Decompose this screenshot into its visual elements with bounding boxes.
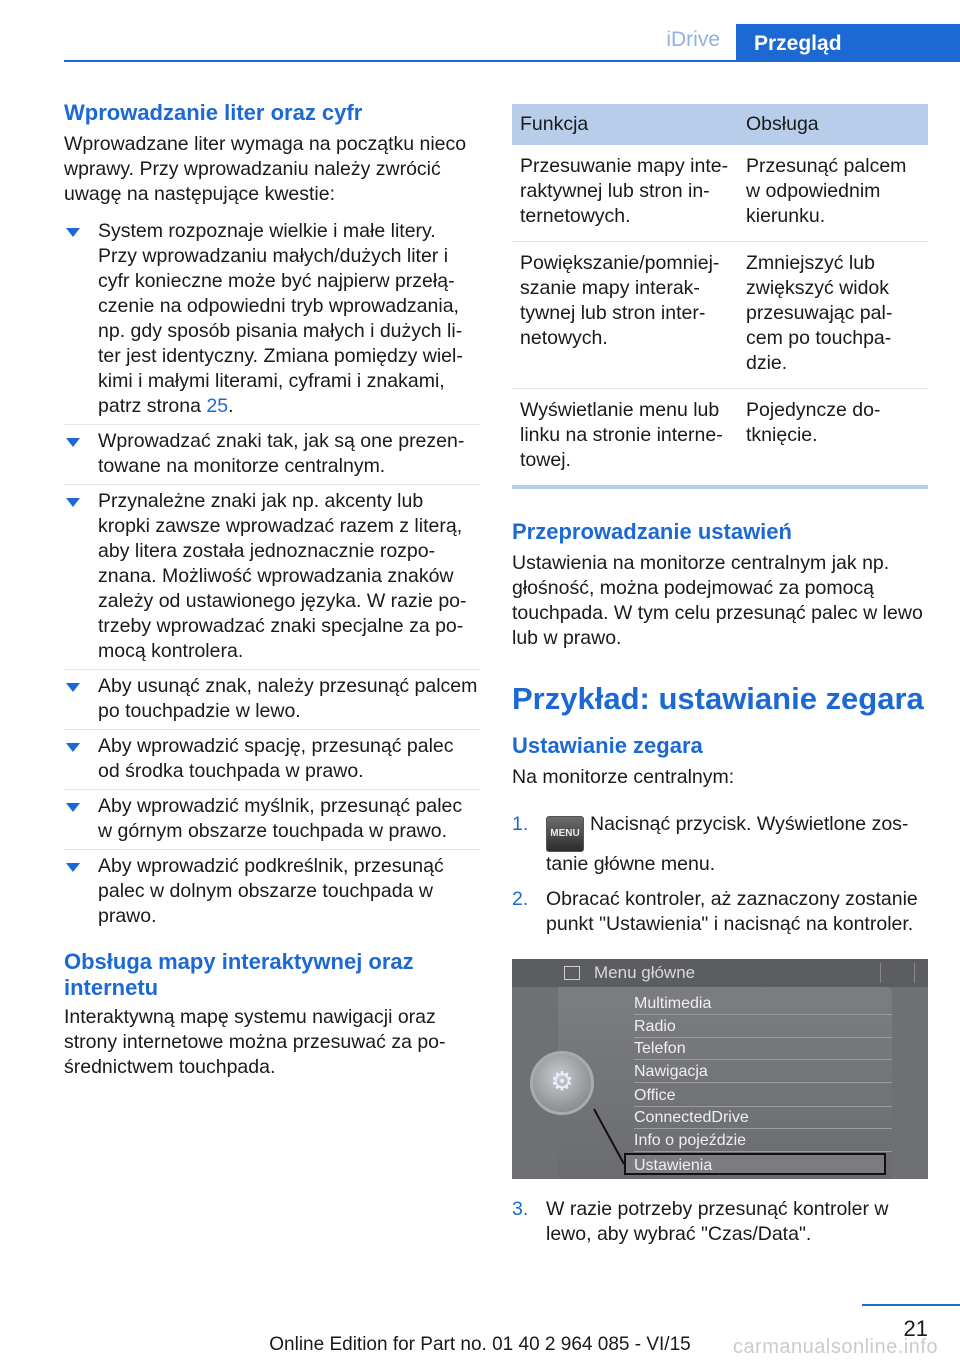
header-tab: Przegląd: [736, 24, 960, 62]
menu-button-icon: MENU: [546, 816, 584, 852]
watermark: carmanualsonline.info: [732, 1336, 938, 1358]
table-row: [512, 242, 928, 389]
edition-text: Online Edition for Part no. 01 40 2 964 085 - VI/15: [269, 1334, 691, 1355]
settings-paragraph: Ustawienia na monitorze centralnym jak np. głośność, można podejmować za pomocą touchpada. W tym celu przesunąć palec w lewo lub w prawo.: [512, 552, 923, 649]
list-item: Aby wprowadzić myślnik, przesunąć palec w górnym obszarze touchpada w prawo.: [64, 794, 480, 844]
header-rule: [64, 60, 960, 62]
divider: [64, 849, 480, 850]
bullet-list: [64, 219, 480, 929]
heading-letters-digits: Wprowadzanie liter oraz cyfr: [64, 100, 363, 125]
step-number: 3.: [512, 1198, 529, 1220]
heading-example-clock: Przykład: ustawianie zegara: [512, 681, 924, 716]
left-column: [64, 100, 480, 1080]
menu-item: Nawigacja: [634, 1061, 892, 1083]
table-row: [512, 145, 928, 242]
idrive-screen-image: [512, 959, 928, 1179]
menu-item-selected: Ustawienia: [624, 1153, 886, 1175]
menu-item: Office: [634, 1085, 892, 1107]
steps-list-continued: [512, 1197, 928, 1247]
right-column: [512, 104, 928, 1257]
step-number: 1.: [512, 813, 529, 835]
divider: [64, 484, 480, 485]
step-item: 3. W razie potrzeby przesunąć kontroler w lewo, aby wybrać "Czas/Data".: [512, 1198, 889, 1245]
menu-item: Multimedia: [634, 993, 892, 1015]
intro-paragraph: Wprowadzane liter wymaga na początku nieco wprawy. Przy wprowadzaniu należy zwrócić uwagę na następujące kwestie:: [64, 133, 467, 205]
clock-paragraph: Na monitorze centralnym:: [512, 766, 735, 788]
divider: [64, 729, 480, 730]
divider: [64, 424, 480, 425]
divider: [64, 669, 480, 670]
page-number: 21: [903, 1316, 928, 1341]
map-paragraph: Interaktywną mapę systemu nawigacji oraz strony internetowe można przesuwać za po- średnictwem touchpada.: [64, 1006, 446, 1078]
table-cell: Pojedyncze do- tknięcie.: [738, 389, 928, 488]
menu-item: Radio: [634, 1016, 892, 1038]
heading-settings: Przeprowadzanie ustawień: [512, 519, 792, 544]
list-item: Aby wprowadzić podkreślnik, przesunąć palec w dolnym obszarze touchpada w prawo.: [64, 854, 480, 929]
function-table: [512, 104, 928, 489]
list-item: System rozpoznaje wielkie i małe litery. Przy wprowadzaniu małych/dużych liter i cyfr konieczne może być najpierw przełą- czenie na odpowiedni tryb wprowadzania, np. gdy sposób pisania małych i dużych li- ter jest identyczny. Zmiana pomiędzy wiel- kimi i małymi literami, cyframi i znakami, patrz strona 25.: [64, 219, 480, 419]
pointer-line: [512, 959, 928, 1179]
table-cell: Przesunąć palcem w odpowiednim kierunku.: [738, 145, 928, 242]
header-section-label: iDrive: [666, 28, 720, 51]
page-link[interactable]: 25: [206, 395, 229, 417]
heading-map-internet: Obsługa mapy interaktywnej oraz internetu: [64, 949, 414, 1000]
footer-rule: [862, 1304, 960, 1306]
table-cell: Przesuwanie mapy inte- raktywnej lub stron in- ternetowych.: [512, 145, 738, 242]
table-cell: Powiększanie/pomniej- szanie mapy interak- tywnej lub stron inter- netowych.: [512, 242, 738, 389]
step-number: 2.: [512, 888, 529, 910]
menu-item: Telefon: [634, 1038, 892, 1060]
table-header-row: [512, 104, 928, 145]
table-cell: Zmniejszyć lub zwiększyć widok przesuwając pal- cem po touchpa- dzie.: [738, 242, 928, 389]
screen-title: Menu główne: [594, 963, 696, 982]
table-row: [512, 389, 928, 488]
divider: [64, 789, 480, 790]
step-item: 1. MENU Nacisnąć przycisk. Wyświetlone zos- tanie główne menu.: [512, 813, 909, 875]
table-header-operation: Obsługa: [738, 104, 928, 145]
list-item: Aby usunąć znak, należy przesunąć palcem po touchpadzie w lewo.: [64, 674, 480, 724]
gear-icon: ⚙: [550, 1066, 574, 1096]
table-cell: Wyświetlanie menu lub linku na stronie interne- towej.: [512, 389, 738, 488]
list-item: Wprowadzać znaki tak, jak są one prezen- towane na monitorze centralnym.: [64, 429, 480, 479]
menu-item: Info o pojeździe: [634, 1130, 892, 1152]
heading-set-clock: Ustawianie zegara: [512, 733, 703, 758]
table-header-function: Funkcja: [512, 104, 738, 145]
steps-list: [512, 812, 928, 937]
list-item: Przynależne znaki jak np. akcenty lub kropki zawsze wprowadzać razem z literą, aby litera została jednoznacznie rozpo- znana. Możliwość wprowadzania znaków zależy od ustawionego języka. W razie po- trzeby wprowadzać znaki specjalne za po- mocą kontrolera.: [64, 489, 480, 664]
list-item: Aby wprowadzić spację, przesunąć palec od środka touchpada w prawo.: [64, 734, 480, 784]
page-header: [0, 0, 960, 62]
menu-item: ConnectedDrive: [634, 1107, 892, 1129]
step-item: 2. Obracać kontroler, aż zaznaczony zostanie punkt "Ustawienia" i nacisnąć na kontroler.: [512, 888, 918, 935]
